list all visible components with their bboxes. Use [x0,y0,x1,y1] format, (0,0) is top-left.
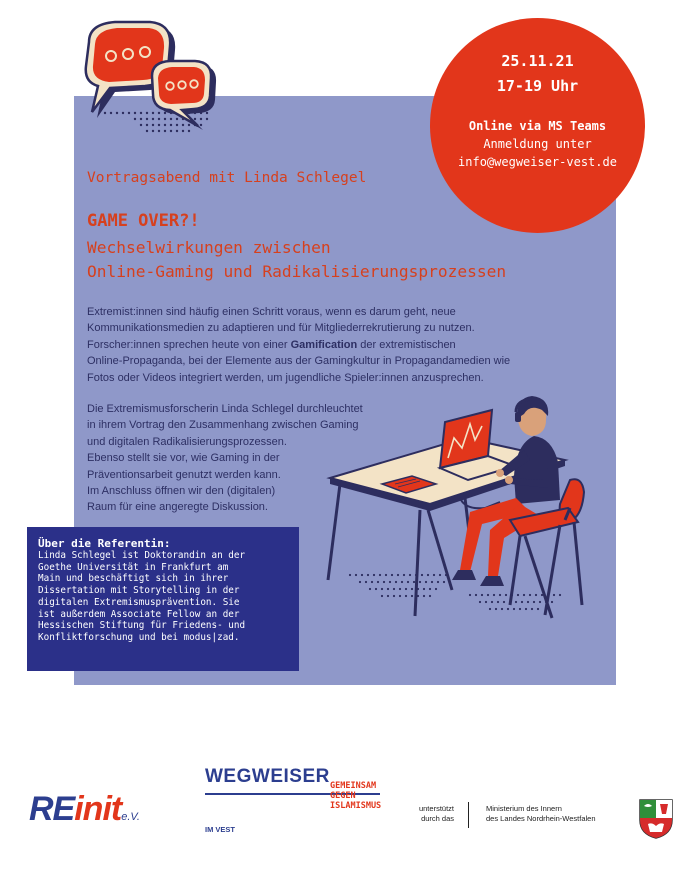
referent-line: Linda Schlegel ist Doktorandin an der [38,550,246,561]
referent-line: digitalen Extremismusprävention. Sie [38,596,240,608]
tagline-line: GEMEINSAM [330,781,377,791]
talk-line: in ihrem Vortrag den Zusammenhang zwischen Gaming [87,419,359,432]
nrw-crest-icon [638,798,674,840]
gamer-illustration [320,380,620,625]
intro-text: Forscher:innen sprechen heute von einer [87,338,291,351]
event-subtitle: Vortragsabend mit Linda Schlegel [87,170,367,186]
event-time: 17-19 Uhr [496,77,579,95]
event-title-sub [87,236,506,284]
event-title-line2: Wechselwirkungen zwischen [87,238,331,257]
intro-paragraph [87,304,557,386]
event-title-line3: Online-Gaming und Radikalisierungsprozessen [87,262,507,281]
talk-line: Ebenso stellt sie vor, wie Gaming in der [87,452,280,465]
talk-description [87,401,363,516]
support-line: durch das [421,813,454,823]
talk-line: Im Anschluss öffnen wir den (digitalen) [87,485,276,498]
event-title: GAME OVER?! [87,211,200,231]
referent-line: Goethe Universität in Frankfurt am [38,561,229,573]
gamification-term: Gamification [290,338,358,351]
speech-bubbles-icon [75,18,235,143]
intro-line: Fotos oder Videos integriert werden, um jugendliche Spieler:innen anzusprechen. [87,371,484,384]
event-info-circle [430,18,645,233]
ministry-line: Ministerium des Innern [486,804,562,813]
intro-line: Online-Propaganda, bei der Elemente aus der Gamingkultur in Propagandamedien wie [87,355,511,368]
referent-line: Main und beschäftigt sich in ihrer [38,573,229,585]
referent-line: ist außerdem Associate Fellow an der [38,608,240,620]
imvest-label: IM VEST [205,825,236,834]
intro-line [87,337,557,353]
intro-line: Extremist:innen sind häufig einen Schritt voraus, wenn es darum geht, neue [87,306,456,318]
reinit-logo [29,790,140,829]
talk-line: Präventionsarbeit genutzt werden kann. [87,468,281,481]
intro-line: Kommunikationsmedien zu adaptieren und für Mitgliederrekrutierung zu nutzen. [87,322,475,335]
referent-title: Über die Referentin: [38,537,171,550]
wegweiser-tagline [330,781,381,811]
referent-line: Dissertation mit Storytelling in der [38,585,240,597]
talk-line: Die Extremismusforscherin Linda Schlegel durchleuchtet [87,403,363,415]
ministry-line: des Landes Nordrhein-Westfalen [486,813,596,823]
event-registration: Anmeldung unter [483,137,592,151]
tagline-line: ISLAMISMUS [330,801,382,811]
registration-email-link[interactable]: info@wegweiser-vest.de [458,155,617,169]
reinit-re: RE [29,790,75,828]
ministry-text [486,804,596,823]
wegweiser-logo: WEGWEISER [205,766,330,787]
reinit-init: init [74,790,122,828]
event-online: Online via MS Teams [468,119,607,133]
reinit-ev: e.V. [121,811,140,823]
support-line: unterstützt [418,804,454,813]
referent-line: Konfliktforschung und bei modus|zad. [38,631,240,643]
support-text [396,804,454,823]
talk-line: und digitalen Radikalisierungsprozessen. [87,435,287,448]
referent-box [27,527,299,671]
referent-line: Hessischen Stiftung für Friedens- und [38,620,246,632]
tagline-line: GEGEN [330,791,356,801]
event-date: 25.11.21 [501,52,574,70]
talk-line: Raum für eine angeregte Diskussion. [87,501,268,514]
intro-text: der extremistischen [357,338,456,351]
footer-divider [468,802,469,828]
